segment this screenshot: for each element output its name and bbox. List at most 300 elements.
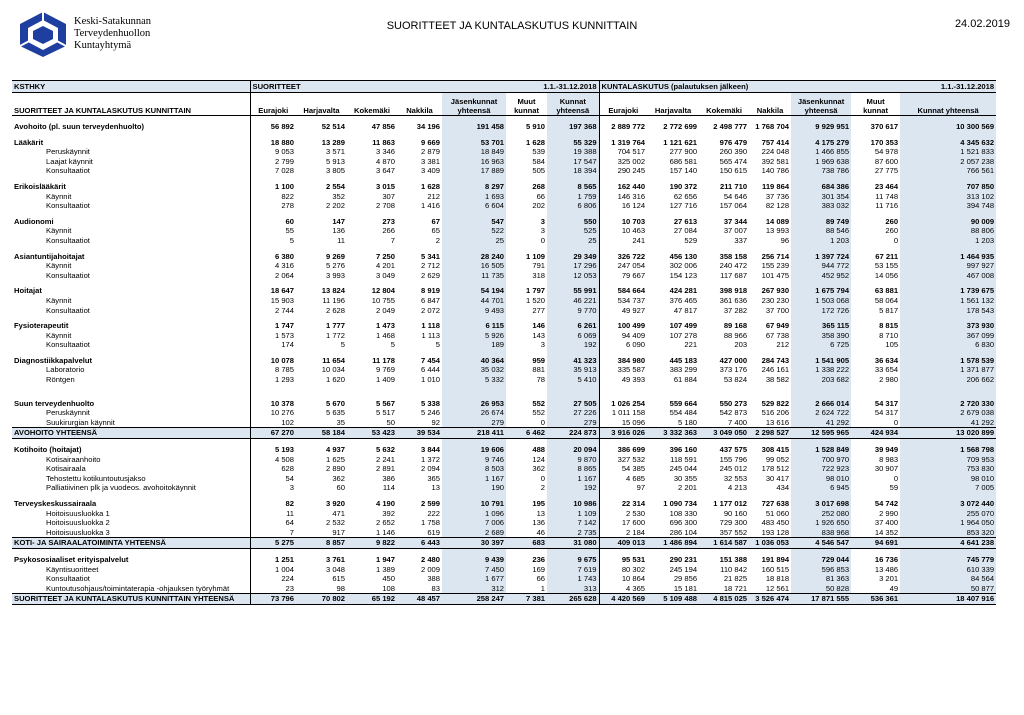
table-row <box>12 226 996 236</box>
table-cell: 172 726 <box>791 306 851 316</box>
page-title: SUORITTEET JA KUNTALASKUTUS KUNNITTAIN <box>386 20 638 32</box>
table-row <box>12 399 996 409</box>
table-cell: 1 759 <box>547 192 599 202</box>
table-cell: 388 <box>427 574 440 584</box>
table-cell: 90 160 <box>723 508 748 518</box>
table-cell: 11 <box>286 508 294 518</box>
table-cell: 0 <box>540 417 546 427</box>
table-row <box>12 565 996 575</box>
table-cell: 190 372 <box>669 181 698 191</box>
row-label: Peruskäynnit <box>12 147 250 157</box>
table-row <box>12 408 996 418</box>
table-cell: 1 677 <box>442 574 506 584</box>
table-cell: 10 864 <box>621 574 646 584</box>
table-cell: 101 475 <box>761 270 790 280</box>
spacer-cell <box>442 385 506 399</box>
table-cell: 3 844 <box>420 445 440 455</box>
table-cell: 700 970 <box>791 455 851 465</box>
table-cell: 5 341 <box>420 251 440 261</box>
table-cell: 286 104 <box>669 527 698 537</box>
table-cell: 224 <box>281 574 294 584</box>
table-cell: 1 473 <box>375 321 395 331</box>
table-cell: 1 177 012 <box>713 499 748 508</box>
table-cell: 107 278 <box>669 330 698 340</box>
table-cell: 37 282 <box>723 305 748 315</box>
table-cell: 3 346 <box>375 147 395 157</box>
row-label: Hoitoisuusluokka 3 <box>12 528 250 538</box>
table-cell: 206 662 <box>900 375 996 385</box>
table-cell: 17 547 <box>547 157 599 167</box>
table-cell: 536 361 <box>851 594 900 605</box>
table-cell: 118 591 <box>670 454 698 464</box>
table-cell: 7 005 <box>900 483 996 493</box>
table-cell: 162 440 <box>617 181 646 191</box>
table-cell: 9 669 <box>420 137 440 147</box>
table-cell: 224 873 <box>547 428 599 439</box>
table-cell: 58 064 <box>874 295 899 305</box>
table-cell: 6 462 <box>506 428 547 439</box>
table-cell: 1 578 539 <box>900 356 996 366</box>
table-cell: 2 628 <box>325 305 345 315</box>
table-cell: 26 674 <box>442 408 506 418</box>
row-label: Kotisairaala <box>12 464 250 474</box>
table-cell: 2 <box>435 235 440 245</box>
table-cell: 94 409 <box>621 330 646 340</box>
table-cell: 53 423 <box>347 428 397 439</box>
table-cell: 4 641 238 <box>900 538 996 549</box>
table-row <box>12 236 996 246</box>
table-cell: 8 503 <box>442 464 506 474</box>
spacer-cell <box>791 385 851 399</box>
table-cell: 83 <box>431 583 440 593</box>
table-cell: 255 070 <box>900 509 996 519</box>
table-cell: 1 011 158 <box>611 408 646 418</box>
row-label: Terveyskeskussairaala <box>12 499 250 509</box>
table-cell: 114 <box>382 483 395 493</box>
table-cell: 5 193 <box>274 445 294 455</box>
table-cell: 5 276 <box>325 261 345 271</box>
table-cell: 5 338 <box>420 398 440 408</box>
table-cell: 2 184 <box>626 527 646 537</box>
table-cell: 6 945 <box>791 483 851 493</box>
table-cell: 15 096 <box>621 417 646 427</box>
table-cell: 50 <box>386 417 395 427</box>
table-cell: 1 797 <box>526 286 546 296</box>
table-cell: 1 121 621 <box>663 137 698 147</box>
table-cell: 9 770 <box>547 306 599 316</box>
table-cell: 1 397 724 <box>791 252 851 262</box>
column-header: Nakkila <box>749 93 791 116</box>
table-cell: 37 400 <box>874 518 899 528</box>
table-cell: 54 646 <box>723 191 748 201</box>
table-cell: 252 080 <box>791 509 851 519</box>
table-cell: 2 980 <box>879 375 899 385</box>
table-cell: 2 799 <box>274 156 294 166</box>
table-cell: 267 930 <box>761 286 790 296</box>
table-cell: 8 865 <box>547 464 599 474</box>
table-cell: 16 505 <box>442 261 506 271</box>
table-cell: 13 289 <box>321 137 345 147</box>
table-cell: 178 543 <box>900 306 996 316</box>
table-row <box>12 528 996 538</box>
table-cell: 7 006 <box>442 518 506 528</box>
table-cell: 1 293 <box>274 375 294 385</box>
table-cell: 610 339 <box>900 565 996 575</box>
row-label: Konsultaatiot <box>12 166 250 176</box>
table-cell: 203 682 <box>791 375 851 385</box>
table-cell: 7 <box>289 527 294 537</box>
table-column-headers <box>12 93 996 116</box>
table-cell: 12 561 <box>765 583 790 593</box>
table-cell: 51 060 <box>765 508 790 518</box>
table-cell: 36 634 <box>874 355 899 365</box>
table-cell: 1 010 <box>420 375 440 385</box>
table-cell: 64 <box>285 518 294 528</box>
table-cell: 81 363 <box>791 574 851 584</box>
table-cell: 1 520 <box>526 295 546 305</box>
table-cell: 277 <box>532 305 546 315</box>
table-row <box>12 147 996 157</box>
table-row <box>12 122 996 132</box>
spacer-cell <box>296 385 347 399</box>
table-cell: 31 080 <box>547 538 599 549</box>
table-cell: 5 926 <box>442 331 506 341</box>
table-row <box>12 217 996 227</box>
table-cell: 98 010 <box>900 474 996 484</box>
table-cell: 1 372 <box>420 454 440 464</box>
table-cell: 1 416 <box>420 201 440 211</box>
table-cell: 525 <box>547 226 599 236</box>
table-cell: 2 712 <box>420 261 440 271</box>
table-cell: 1 109 <box>547 509 599 519</box>
table-cell: 313 102 <box>900 192 996 202</box>
table-cell: 554 484 <box>669 408 698 418</box>
table-cell: 27 084 <box>673 226 698 236</box>
table-cell: 384 980 <box>617 355 646 365</box>
table-cell: 5 246 <box>420 408 440 418</box>
table-cell: 155 239 <box>761 261 790 271</box>
table-cell: 1 389 <box>375 564 395 574</box>
row-label: Konsultaatiot <box>12 340 250 350</box>
table-cell: 6 725 <box>791 340 851 350</box>
table-cell: 2 772 699 <box>663 122 698 131</box>
table-cell: 565 474 <box>719 156 748 166</box>
table-cell: 1 926 650 <box>791 518 851 528</box>
table-row <box>12 166 996 176</box>
table-cell: 4 546 547 <box>791 538 851 549</box>
table-cell: 4 870 <box>375 156 395 166</box>
table-cell: 409 013 <box>599 538 647 549</box>
table-row <box>12 584 996 594</box>
column-header: Harjavalta <box>296 93 347 116</box>
table-cell: 245 194 <box>669 564 698 574</box>
table-cell: 108 <box>382 583 395 593</box>
row-label: Konsultaatiot <box>12 271 250 281</box>
table-cell: 707 850 <box>900 182 996 192</box>
table-cell: 54 742 <box>874 499 899 508</box>
table-row <box>12 252 996 262</box>
table-cell: 11 716 <box>875 201 899 211</box>
table-cell: 9 269 <box>325 251 345 261</box>
row-label: Kotisairaanhoito <box>12 455 250 465</box>
table-cell: 8 919 <box>420 286 440 296</box>
table-cell: 18 394 <box>547 166 599 176</box>
table-cell: 67 211 <box>875 251 899 261</box>
table-cell: 1 167 <box>442 474 506 484</box>
total-row <box>12 428 996 439</box>
table-cell: 325 002 <box>617 156 646 166</box>
row-label: Hoitoisuusluokka 2 <box>12 518 250 528</box>
table-cell: 12 595 965 <box>791 428 851 439</box>
table-row <box>12 201 996 211</box>
table-row <box>12 455 996 465</box>
table-cell: 1 628 <box>526 137 546 147</box>
table-cell: 0 <box>893 473 899 483</box>
table-cell: 66 <box>536 191 546 201</box>
table-cell: 427 000 <box>719 355 748 365</box>
table-cell: 2 891 <box>375 464 395 474</box>
table-cell: 136 <box>332 226 345 236</box>
table-cell: 60 <box>285 216 294 226</box>
table-cell: 27 226 <box>547 408 599 418</box>
table-cell: 696 300 <box>669 518 698 528</box>
table-cell: 5 670 <box>325 398 345 408</box>
table-cell: 98 <box>336 583 345 593</box>
table-cell: 46 <box>536 527 546 537</box>
table-cell: 308 415 <box>761 445 790 455</box>
report-table-body <box>12 81 996 605</box>
table-cell: 1 758 <box>420 518 440 528</box>
table-row <box>12 375 996 385</box>
table-cell: 542 873 <box>719 408 748 418</box>
table-cell: 365 115 <box>791 321 851 331</box>
table-row <box>12 321 996 331</box>
table-row <box>12 474 996 484</box>
table-cell: 11 178 <box>372 355 395 365</box>
table-cell: 41 323 <box>547 356 599 366</box>
table-cell: 58 184 <box>296 428 347 439</box>
table-cell: 30 907 <box>874 464 899 474</box>
table-cell: 3 072 440 <box>900 499 996 509</box>
table-cell: 534 737 <box>617 295 646 305</box>
row-label: Tehostettu kotikuntoutusjakso <box>12 474 250 484</box>
table-cell: 7 142 <box>547 518 599 528</box>
table-cell: 335 587 <box>617 365 646 375</box>
table-cell: 4 175 279 <box>791 138 851 148</box>
table-cell: 47 856 <box>371 122 395 131</box>
table-cell: 615 <box>332 574 345 584</box>
table-cell: 54 317 <box>874 408 899 418</box>
table-cell: 27 505 <box>547 399 599 409</box>
table-cell: 584 <box>532 156 546 166</box>
table-cell: 62 656 <box>673 191 698 201</box>
table-cell: 9 822 <box>347 538 397 549</box>
table-cell: 7 <box>390 235 395 245</box>
table-cell: 1 568 798 <box>900 445 996 455</box>
spacer-row <box>12 385 996 399</box>
table-cell: 6 604 <box>442 201 506 211</box>
table-cell: 50 877 <box>900 584 996 594</box>
table-cell: 17 296 <box>547 261 599 271</box>
table-cell: 2 666 014 <box>791 399 851 409</box>
table-cell: 3 409 <box>420 166 440 176</box>
table-cell: 88 546 <box>791 226 851 236</box>
table-cell: 7 400 <box>728 417 748 427</box>
table-cell: 5 410 <box>547 375 599 385</box>
table-cell: 424 281 <box>669 286 698 296</box>
table-cell: 260 390 <box>719 147 748 157</box>
table-cell: 376 465 <box>669 295 698 305</box>
spacer-cell <box>547 385 599 399</box>
table-cell: 301 354 <box>791 192 851 202</box>
report-table <box>12 80 996 605</box>
table-cell: 628 <box>281 464 294 474</box>
table-cell: 997 927 <box>900 261 996 271</box>
table-cell: 80 302 <box>621 564 646 574</box>
table-cell: 4 201 <box>375 261 395 271</box>
table-cell: 357 552 <box>719 527 748 537</box>
table-cell: 54 194 <box>442 286 506 296</box>
table-cell: 12 804 <box>371 286 395 296</box>
row-label: Kuntoutusohjaus/toimintaterapia -ohjauksen työryhmät <box>12 584 250 594</box>
table-cell: 483 450 <box>761 518 790 528</box>
table-cell: 1 772 <box>325 330 345 340</box>
table-cell: 7 250 <box>375 251 395 261</box>
table-cell: 35 913 <box>547 365 599 375</box>
table-cell: 3 571 <box>325 147 345 157</box>
table-cell: 32 553 <box>723 473 748 483</box>
table-cell: 12 053 <box>547 271 599 281</box>
table-cell: 277 900 <box>669 147 698 157</box>
table-cell: 212 <box>427 191 440 201</box>
table-cell: 4 365 <box>626 583 646 593</box>
table-cell: 15 903 <box>270 295 294 305</box>
table-cell: 3 332 363 <box>647 428 699 439</box>
table-cell: 471 <box>332 508 345 518</box>
spacer-cell <box>250 385 296 399</box>
table-cell: 78 <box>536 375 546 385</box>
table-cell: 245 044 <box>669 464 698 474</box>
table-cell: 8 983 <box>879 454 899 464</box>
table-cell: 40 364 <box>442 356 506 366</box>
table-cell: 56 892 <box>270 122 294 131</box>
table-cell: 247 054 <box>617 261 646 271</box>
table-cell: 60 <box>336 483 345 493</box>
table-cell: 1 561 132 <box>900 296 996 306</box>
table-cell: 117 687 <box>720 270 748 280</box>
table-cell: 279 <box>547 418 599 428</box>
row-label: Konsultaatiot <box>12 306 250 316</box>
table-cell: 704 517 <box>617 147 646 157</box>
row-label: Diagnostiikkapalvelut <box>12 356 250 366</box>
table-cell: 0 <box>893 417 899 427</box>
table-cell: 2 599 <box>420 499 440 508</box>
table-cell: 17 600 <box>621 518 646 528</box>
column-header: Eurajoki <box>250 93 296 116</box>
table-cell: 8 815 <box>879 321 899 331</box>
table-cell: 53 155 <box>874 261 899 271</box>
table-cell: 30 417 <box>765 473 790 483</box>
row-label: Psykososiaaliset erityispalvelut <box>12 555 250 565</box>
table-cell: 90 009 <box>900 217 996 227</box>
table-cell: 1 026 254 <box>611 398 646 408</box>
org-line-3: Kuntayhtymä <box>74 40 132 51</box>
table-cell: 8 785 <box>274 365 294 375</box>
row-label: Konsultaatiot <box>12 236 250 246</box>
table-cell: 2 554 <box>325 181 345 191</box>
spacer-cell <box>647 385 699 399</box>
table-cell: 2 498 777 <box>713 122 748 131</box>
table-cell: 35 032 <box>442 365 506 375</box>
table-cell: 383 299 <box>669 365 698 375</box>
table-cell: 4 815 025 <box>699 594 749 605</box>
table-cell: 7 028 <box>274 166 294 176</box>
table-cell: 1 768 704 <box>755 122 790 131</box>
table-header-top <box>12 81 996 93</box>
table-cell: 18 818 <box>765 574 790 584</box>
table-cell: 25 <box>547 236 599 246</box>
table-cell: 278 <box>281 201 294 211</box>
table-cell: 516 206 <box>761 408 790 418</box>
table-cell: 552 <box>532 398 546 408</box>
table-cell: 1 743 <box>547 574 599 584</box>
table-cell: 437 575 <box>719 445 748 455</box>
table-cell: 19 388 <box>547 147 599 157</box>
table-cell: 1 625 <box>325 454 345 464</box>
table-cell: 1 969 638 <box>791 157 851 167</box>
table-cell: 17 871 555 <box>791 594 851 605</box>
table-row <box>12 445 996 455</box>
table-cell: 327 532 <box>617 454 646 464</box>
table-cell: 124 <box>532 454 546 464</box>
table-cell: 10 078 <box>270 355 294 365</box>
table-cell: 290 245 <box>617 166 646 176</box>
table-cell: 550 <box>547 217 599 227</box>
table-cell: 6 443 <box>397 538 442 549</box>
table-cell: 82 128 <box>765 201 790 211</box>
table-cell: 434 <box>776 483 790 493</box>
table-cell: 8 565 <box>547 182 599 192</box>
row-label: Suun terveydenhuolto <box>12 399 250 409</box>
table-cell: 547 <box>442 217 506 227</box>
table-cell: 246 161 <box>761 365 790 375</box>
table-cell: 686 581 <box>669 156 698 166</box>
table-cell: 539 <box>532 147 546 157</box>
table-cell: 146 316 <box>617 191 646 201</box>
table-cell: 54 317 <box>874 398 899 408</box>
spacer-cell <box>599 385 647 399</box>
table-cell: 241 <box>632 235 646 245</box>
table-cell: 2 532 <box>325 518 345 528</box>
table-cell: 290 231 <box>669 554 698 564</box>
table-cell: 195 <box>532 499 546 508</box>
table-cell: 190 <box>442 483 506 493</box>
row-label: Kotihoito (hoitajat) <box>12 445 250 455</box>
table-cell: 6 380 <box>274 251 294 261</box>
spacer-cell <box>699 385 749 399</box>
table-cell: 1 146 <box>375 527 395 537</box>
table-cell: 2 241 <box>375 454 395 464</box>
table-cell: 47 817 <box>673 305 698 315</box>
table-cell: 28 240 <box>442 252 506 262</box>
table-cell: 729 044 <box>791 555 851 565</box>
table-cell: 9 439 <box>442 555 506 565</box>
table-cell: 10 034 <box>321 365 345 375</box>
table-cell: 211 710 <box>720 181 748 191</box>
table-cell: 65 192 <box>347 594 397 605</box>
organization-logo <box>16 10 70 58</box>
table-cell: 6 261 <box>547 321 599 331</box>
